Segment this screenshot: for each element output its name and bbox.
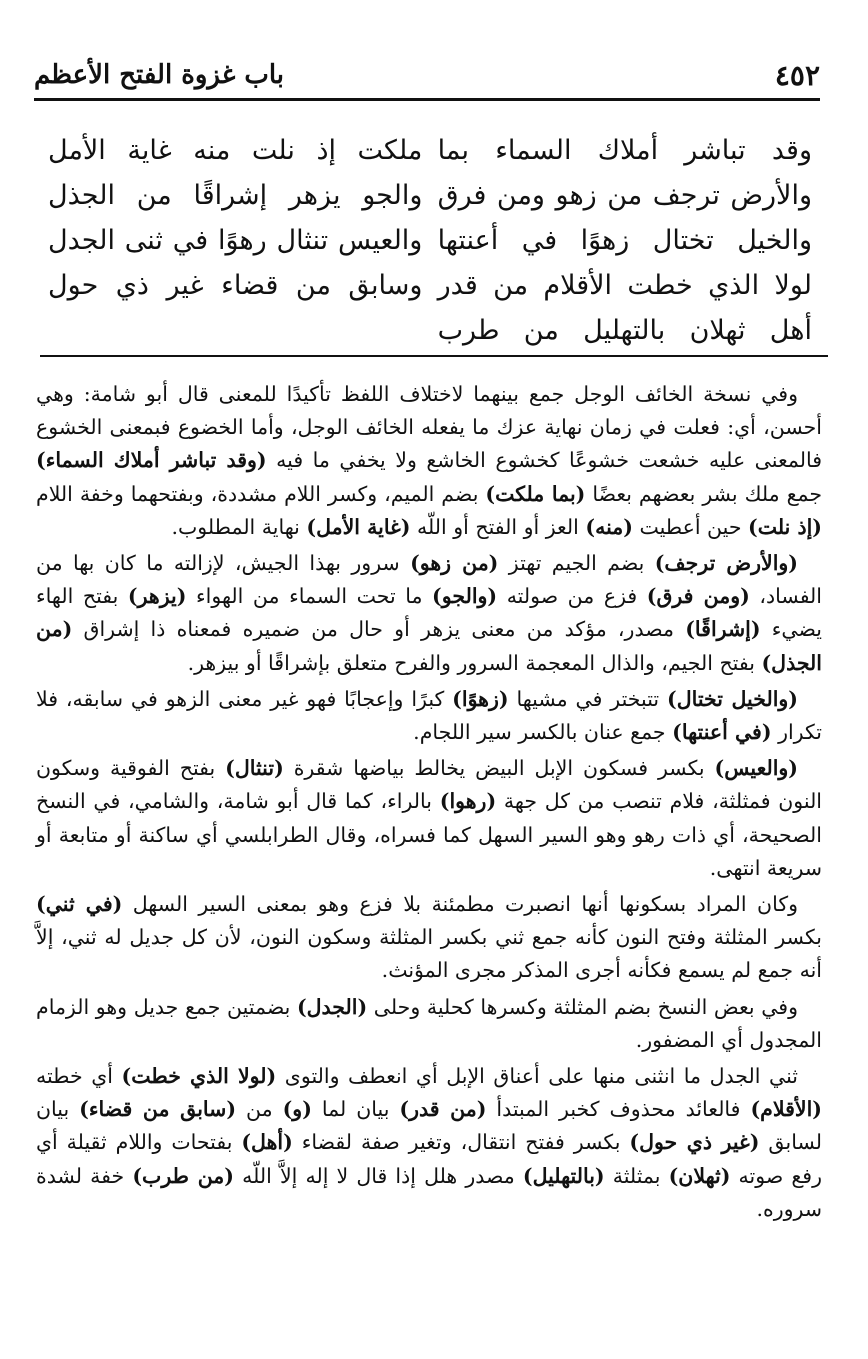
verse-second-hemistich: وسابق من قضاء غير ذي حول [48,270,423,301]
verse [48,218,812,263]
verse [48,263,812,308]
verse-first-hemistich: والخيل تختال زهوًا في أعنتها [437,225,812,256]
commentary [36,378,822,1229]
commentary-paragraph: (والأرض ترجف) بضم الجيم تهتز (من زهو) سرور بهذا الجيش، لإزالته ما كان بها من الفساد، (ومن فرق) فزع من صولته (والجو) ما تحت السماء من الهواء (يزهر) بفتح الهاء يضيء (إشراقًا) مصدر، مؤكد من معنى يزهر أو حال من ضميره فمعناه ذا إشراق (من الجذل) بفتح الجيم، والذال المعجمة السرور والفرح متعلق بإشراقًا أو بيزهر. [36,551,823,675]
verse-first-hemistich: لولا الذي خطت الأقلام من قدر [437,270,812,301]
commentary-paragraph: (والخيل تختال) تتبختر في مشيها (زهوًا) كبرًا وإعجابًا فهو غير معنى الزهو في سابقه، فلا تكرار (في أعنتها) جمع عنان بالكسر سير اللجام. [36,686,822,745]
verse-first-hemistich: وقد تباشر أملاك السماء بما [437,135,812,166]
commentary-paragraph: وفي نسخة الخائف الوجل جمع بينهما لاختلاف اللفظ تأكيدًا للمعنى قال أبو شامة: وهي أحسن، أي: فعلت في زمان نهاية عزك ما يفعله الخائف الوجل، وأما الخضوع فبمعنى الخشوع فالمعنى عليه خشعت خشوعًا كخشوع الخاشع ولا يخفي ما فيه (وقد تباشر أملاك السماء) جمع ملك بشر بعضهم بعضًا (بما ملكت) بضم الميم، وكسر اللام مشددة، وبفتحهما وخفة اللام (إذ نلت) حين أعطيت (منه) العز أو الفتح أو اللّه (غاية الأمل) نهاية المطلوب. [36,382,823,539]
verse-second-hemistich: والعيس تنثال رهوًا في ثنى الجدل [48,225,423,256]
verse-first-hemistich: أهل ثهلان بالتهليل من طرب [437,315,812,346]
page-number: ٤٥٢ [774,58,820,92]
poem-divider [40,355,828,357]
verse [48,173,812,218]
commentary-paragraph: وفي بعض النسخ بضم المثلثة وكسرها كحلية وحلى (الجدل) بضمتين جمع جديل وهو الزمام المجدول أي المضفور. [36,994,822,1052]
commentary-paragraph: (والعيس) بكسر فسكون الإبل البيض يخالط بياضها شقرة (تنثال) بفتح الفوقية وسكون النون فمثلثة، فلام تنصب من كل جهة (رهوا) بالراء، كما قال أبو شامة، والشامي، في النسخ الصحيحة، أي ذات رهو وهو السير السهل كما فسراه، وقال الطرابلسي أي ساكنة أو متابعة أو سريعة انتهى. [36,756,823,880]
commentary-paragraph: وكان المراد بسكونها أنها انصبرت مطمئنة بلا فزع وهو بمعنى السير السهل (في ثني) بكسر المثلثة وفتح النون كأنه جمع ثني بكسر المثلثة وسكون النون، لأن كل جديل له ثني، إلاَّ أنه جمع لم يسمع فكأنه أجرى المذكر مجرى المؤنث. [36,892,822,983]
running-head: باب غزوة الفتح الأعظم [34,60,285,90]
verse-second-hemistich: والجو يزهر إشراقًا من الجذل [48,180,423,211]
page-header [34,52,820,101]
poem [48,128,812,353]
verse [48,128,812,173]
verse-second-hemistich: ملكت إذ نلت منه غاية الأمل [48,135,423,166]
verse [48,308,812,353]
commentary-paragraph: ثني الجدل ما انثنى منها على أعناق الإبل أي انعطف والتوى (لولا الذي خطت) أي خطته (الأقلام) فالعائد محذوف كخبر المبتدأ (من قدر) بيان لما (و) من (سابق من قضاء) بيان لسابق (غير ذي حول) بكسر ففتح انتقال، وتغير صفة لقضاء (أهل) بفتحات واللام ثقيلة أي رفع صوته (ثهلان) بمثلثة (بالتهليل) مصدر هلل إذا قال لا إله إلاَّ اللّه (من طرب) خفة لشدة سروره. [36,1064,822,1221]
verse-first-hemistich: والأرض ترجف من زهو ومن فرق [437,180,812,211]
